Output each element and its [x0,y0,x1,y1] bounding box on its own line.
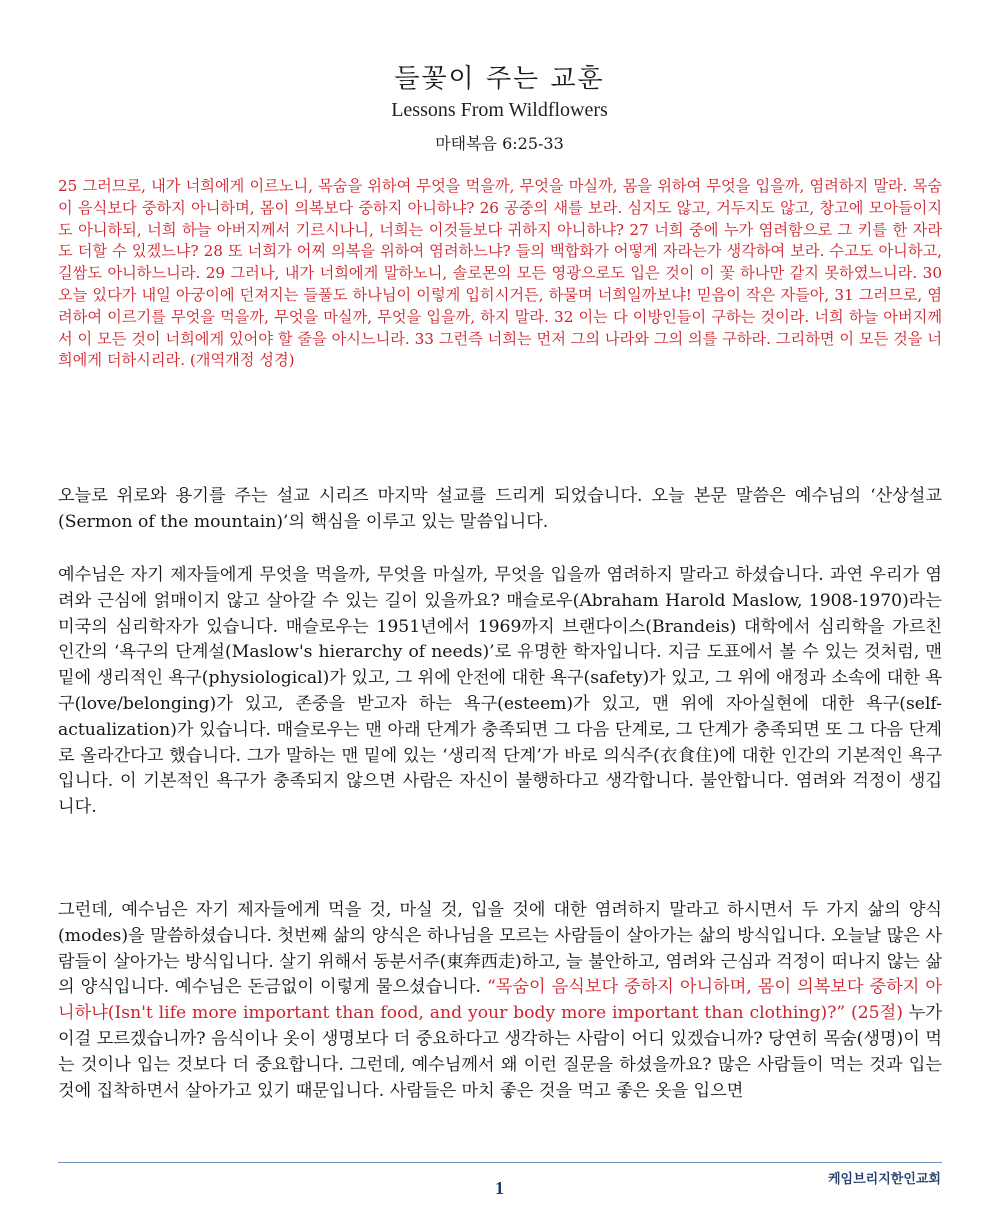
body-paragraph-3-part-1: 그런데, 예수님은 자기 제자들에게 먹을 것, 마실 것, 입을 것에 대한 염려하지 말라고 하시면서 두 가지 삶의 양식(modes)을 말씀하셨습니다. 첫번째 삶의 양식은 하나님을 모르는 사람들이 살아가는 삶의 방식입니다. 오늘날 많은 사람들이 살아가는 방식입니다. 살기 위해서 동분서주(東奔西走)하고, 늘 불안하고, 염려와 근심과 걱정이 떠나지 않는 삶의 양식입니다. 예수님은 돈금없이 이렇게 물으셨습니다. [58,900,942,998]
page-number: 1 [495,1178,504,1198]
sermon-title: 들꽃이 주는 교훈 [394,64,605,94]
scripture-reference: 마태복음 6:25-33 [435,134,564,153]
body-paragraph-3-part-2: 누가 이걸 모르겠습니까? 음식이나 옷이 생명보다 더 중요하다고 생각하는 사람이 어디 있겠습니까? 당연히 목숨(생명)이 먹는 것이나 입는 것보다 더 중요합니다. 그런데, 예수님께서 왜 이런 질문을 하셨을까요? 많은 사람들이 먹는 것과 입는 것에 집착하면서 살아가고 있기 때문입니다. 사람들은 마치 좋은 것을 먹고 좋은 옷을 입으면 [58,1003,942,1101]
church-name: 케임브리지한인교회 [827,1172,941,1187]
body-paragraph-1: 오늘로 위로와 용기를 주는 설교 시리즈 마지막 설교를 드리게 되었습니다. 오늘 본문 말씀은 예수님의 ‘산상설교(Sermon of the mountain)’의 핵심을 이루고 있는 말씀입니다. [58,486,942,532]
body-paragraph-3 [58,898,942,1104]
footer-divider [58,1162,942,1163]
sermon-subtitle: Lessons From Wildflowers [391,99,608,121]
scripture-passage: 25 그러므로, 내가 너희에게 이르노니, 목숨을 위하여 무엇을 먹을까, 무엇을 마실까, 몸을 위하여 무엇을 입을까, 염려하지 말라. 목숨이 음식보다 중하지 아니하며, 몸이 의복보다 중하지 아니하냐? 26 공중의 새를 보라. 심지도 않고, 거두지도 않고, 창고에 모아들이지도 아니하되, 너희 하늘 아버지께서 기르시나니, 너희는 이것들보다 귀하지 아니하냐? 27 너희 중에 누가 염려함으로 그 키를 한 자라도 더할 수 있겠느냐? 28 또 너희가 어찌 의복을 위하여 염려하느냐? 들의 백합화가 어떻게 자라는가 생각하여 보라. 수고도 아니하고, 길쌈도 아니하느니라. 29 그러나, 내가 너희에게 말하노니, 솔로몬의 모든 영광으로도 입은 것이 이 꽃 하나만 같지 못하였느니라. 30 오늘 있다가 내일 아궁이에 던져지는 들풀도 하나님이 이렇게 입히시거든, 하물며 너희일까보냐! 믿음이 작은 자들아, 31 그러므로, 염려하여 이르기를 무엇을 먹을까, 무엇을 마실까, 무엇을 입을까, 하지 말라. 32 이는 다 이방인들이 구하는 것이라. 너희 하늘 아버지께서 이 모든 것이 너희에게 있어야 할 줄을 아시느니라. 33 그런즉 너희는 먼저 그의 나라와 그의 의를 구하라. 그리하면 이 모든 것을 너희에게 더하시리라. (개역개정 성경) [58,177,942,370]
quoted-verse: “목숨이 음식보다 중하지 아니하며, 몸이 의복보다 중하지 아니하냐(Isn't life more important than food, and your body more important than clothing)?” (25절) [58,977,942,1024]
body-paragraph-2: 예수님은 자기 제자들에게 무엇을 먹을까, 무엇을 마실까, 무엇을 입을까 염려하지 말라고 하셨습니다. 과연 우리가 염려와 근심에 얽매이지 않고 살아갈 수 있는 길이 있을까요? 매슬로우(Abraham Harold Maslow, 1908-1970)라는 미국의 심리학자가 있습니다. 매슬로우는 1951년에서 1969까지 브랜다이스(Brandeis) 대학에서 심리학을 가르친 인간의 ‘욕구의 단계설(Maslow's hierarchy of needs)’로 유명한 학자입니다. 지금 도표에서 볼 수 있는 것처럼, 맨 밑에 생리적인 욕구(physiological)가 있고, 그 위에 안전에 대한 욕구(safety)가 있고, 그 위에 애정과 소속에 대한 욕구(love/belonging)가 있고, 존중을 받고자 하는 욕구(esteem)가 있고, 맨 위에 자아실현에 대한 욕구(self-actualization)가 있습니다. 매슬로우는 맨 아래 단계가 충족되면 그 다음 단계로, 그 단계가 충족되면 또 그 다음 단계로 올라간다고 했습니다. 그가 말하는 맨 밑에 있는 ‘생리적 단계’가 바로 의식주(衣食住)에 대한 인간의 기본적인 욕구입니다. 이 기본적인 욕구가 충족되지 않으면 사람은 자신이 불행하다고 생각합니다. 불안합니다. 염려와 걱정이 생깁니다. [58,565,942,818]
